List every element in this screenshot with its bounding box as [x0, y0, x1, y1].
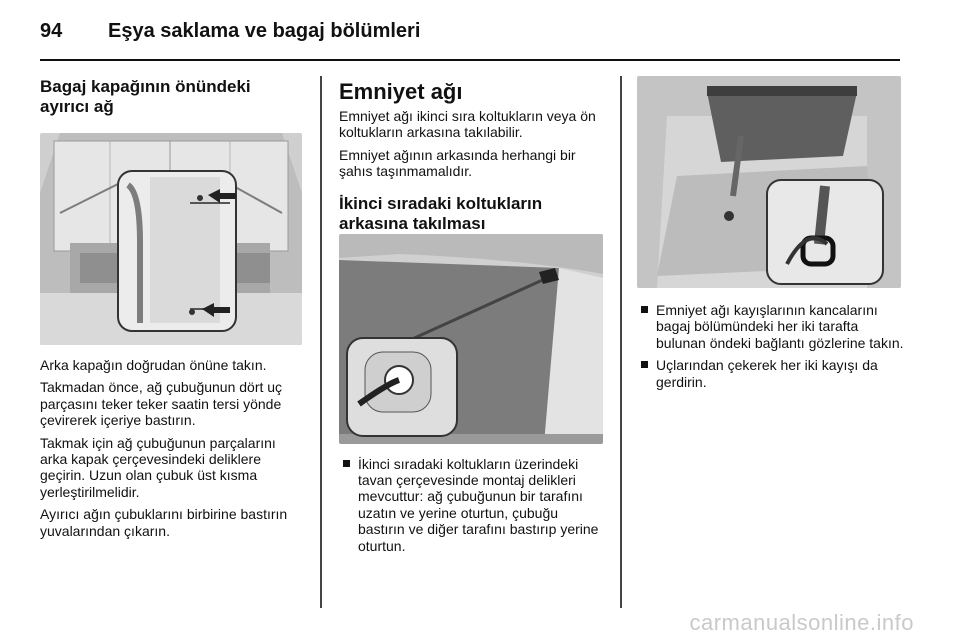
- bullet-text: İkinci sıradaki koltukların üzerindeki tavan çerçevesinde montaj delikleri mevcuttur: ağ çubuğunun bir tarafını uzatın ve yerine oturtun, çubuğu bastırın ve diğer tarafını bastırıp yerine oturtun.: [358, 455, 599, 554]
- column-right: [637, 76, 905, 396]
- watermark: carmanualsonline.info: [689, 610, 914, 635]
- bullet-item: [637, 357, 905, 390]
- figure-safety-net-roof: [339, 234, 603, 444]
- bullet-item: [637, 302, 905, 351]
- column-left: [40, 77, 302, 545]
- subsection-heading: İkinci sıradaki koltukların arkasına takılması: [339, 193, 543, 233]
- bullet-icon: [641, 361, 648, 368]
- page-header-title: Eşya saklama ve bagaj bölümleri: [108, 20, 421, 42]
- paragraph: Emniyet ağının arkasında herhangi bir şahıs taşınmamalıdır.: [339, 146, 576, 180]
- paragraph: Emniyet ağı ikinci sıra koltukların veya ön koltukların arkasına takılabilir.: [339, 108, 596, 141]
- bullet-text: Emniyet ağı kayışlarının kancalarını bagaj bölümündeki her iki tarafta bulunan öndeki bağlantı gözlerine takın.: [656, 302, 904, 351]
- bullet-icon: [641, 306, 648, 313]
- page-number: 94: [40, 20, 63, 42]
- paragraph: Ayırıcı ağın çubuklarını birbirine bastırın yuvalarından çıkarın.: [40, 506, 288, 539]
- bullet-text: Uçlarından çekerek her iki kayışı da gerdirin.: [656, 357, 878, 390]
- header-rule: [40, 59, 900, 61]
- figure-separator-net: [40, 133, 302, 345]
- column-divider: [320, 76, 322, 608]
- paragraph: Takmak için ağ çubuğunun parçalarını arka kapak çerçevesindeki deliklere geçirin. Uzun olan çubuk üst kısma yerleştirilmelidir.: [40, 434, 276, 500]
- figure-strap-hook: [637, 76, 901, 288]
- paragraph: Takmadan önce, ağ çubuğunun dört uç parçasını teker teker saatin tersi yönde çevirerek içeriye bastırın.: [40, 379, 283, 429]
- bullet-item: [339, 456, 603, 554]
- section-heading: Emniyet ağı: [339, 79, 463, 104]
- bullet-icon: [343, 460, 350, 467]
- column-divider: [620, 76, 622, 608]
- section-heading: Bagaj kapağının önündeki ayırıcı ağ: [40, 77, 251, 116]
- column-middle: [339, 80, 603, 560]
- paragraph: Arka kapağın doğrudan önüne takın.: [40, 357, 267, 373]
